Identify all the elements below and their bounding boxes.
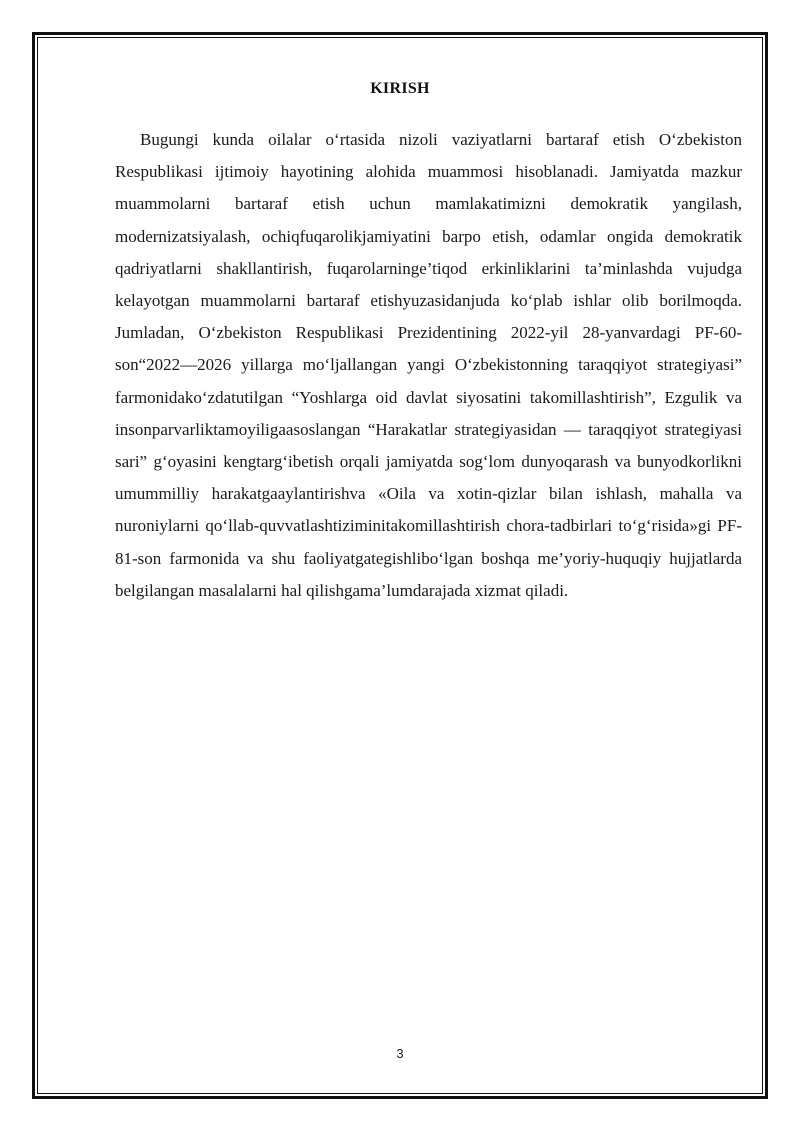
body-paragraph: Bugungi kunda oilalar o‘rtasida nizoli vaziyatlarni bartaraf etish O‘zbekiston Respublikasi ijtimoiy hayotining alohida muammosi hisoblanadi. Jamiyatda mazkur muammolarni bartaraf etish uchun mamlakatimizni demokratik yangilash, modernizatsiyalash, ochiqfuqarolikjamiyatini barpo etish, odamlar ongida demokratik qadriyatlarni shakllantirish, fuqarolarninge’tiqod erkinliklarini ta’minlashda vujudga kelayotgan muammolarni bartaraf etishyuzasidanjuda ko‘plab ishlar olib borilmoqda. Jumladan, O‘zbekiston Respublikasi Prezidentining 2022-yil 28-yanvardagi PF-60-son“2022—2026 yillarga mo‘ljallangan yangi O‘zbekistonning taraqqiyot strategiyasi” farmonidako‘zdatutilgan “Yoshlarga oid davlat siyosatini takomillashtirish”, Ezgulik va insonparvarliktamoyiligaasoslangan “Harakatlar strategiyasidan — taraqqiyot strategiyasi sari” g‘oyasini kengtarg‘ibetish orqali jamiyatda sog‘lom dunyoqarash va bunyodkorlikni umummilliy harakatgaaylantirishva «Oila va xotin-qizlar bilan ishlash, mahalla va nuroniylarni qo‘llab-quvvatlashtiziminitakomillashtirish chora-tadbirlari to‘g‘risida»gi PF-81-son farmonida va shu faoliyatgategishlibo‘lgan boshqa me’yoriy-huquqiy hujjatlarda belgilangan masalalarni hal qilishgama’lumdarajada xizmat qiladi. <box>115 130 742 600</box>
page-number: 3 <box>396 1046 404 1061</box>
page-title: KIRISH <box>370 80 430 97</box>
